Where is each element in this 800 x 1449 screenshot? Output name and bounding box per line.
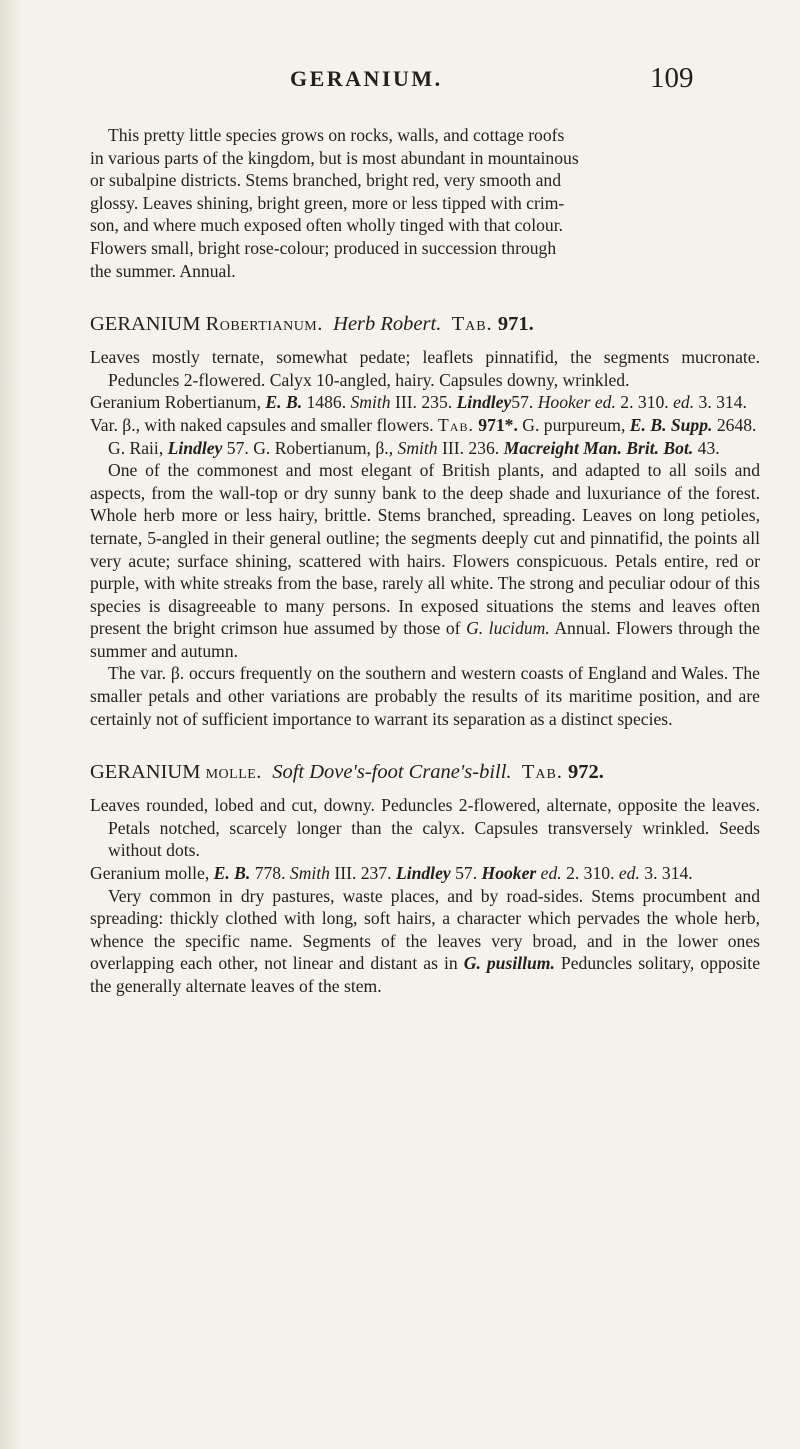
genus-name: GERANIUM	[90, 761, 201, 784]
intro-line: Flowers small, bright rose-colour; produced in succession through	[90, 237, 557, 258]
intro-line: glossy. Leaves shining, bright green, more or less tipped with crim-	[90, 192, 565, 213]
page-number: 109	[650, 62, 694, 94]
plate-label: Tab.	[438, 414, 474, 435]
common-name: Soft Dove's-foot Crane's-bill.	[272, 761, 512, 784]
plate-label: Tab.	[451, 313, 493, 336]
genus-name: GERANIUM	[90, 313, 201, 336]
species-epithet: Robertianum.	[205, 313, 323, 336]
intro-line: This pretty little species grows on rocks, walls, and cottage roofs	[108, 125, 565, 145]
intro-line: in various parts of the kingdom, but is most abundant in mountainous	[90, 147, 579, 168]
synonymy-robertianum: Geranium Robertianum, E. B. 1486. Smith III. 235. Lindley57. Hooker ed. 2. 310. ed. 3. 314.	[90, 392, 747, 413]
text-block	[90, 124, 760, 998]
plate-number: 971.	[497, 313, 534, 336]
species-epithet: molle.	[205, 761, 262, 784]
running-head	[0, 62, 800, 102]
plate-number: 971*.	[478, 414, 518, 435]
intro-line: the summer. Annual.	[90, 260, 236, 281]
description-molle: Very common in dry pastures, waste places, and by road-sides. Stems procumbent and spreading: thickly clothed with long, soft hairs, a character which pervades the whole herb, whence the specific name. Segments of the leaves very broad, and in the lower ones overlapping each other, not linear and distant as in G. pusillum. Peduncles solitary, opposite the generally alternate leaves of the stem.	[90, 885, 761, 996]
intro-line: or subalpine districts. Stems branched, bright red, very smooth and	[90, 170, 562, 191]
diagnosis-molle: Leaves rounded, lobed and cut, downy. Peduncles 2-flowered, alternate, opposite the leaves. Petals notched, scarcely longer than the calyx. Capsules transversely wrinkled. Seeds without dots.	[90, 795, 760, 861]
intro-paragraph	[90, 124, 760, 282]
species-heading-molle	[90, 760, 760, 784]
species-heading-robertianum	[90, 312, 760, 336]
page-gutter-shadow	[0, 0, 22, 1449]
running-title: GERANIUM.	[290, 66, 443, 91]
variety-note-robertianum: The var. β. occurs frequently on the southern and western coasts of England and Wales. The smaller petals and other variations are probably the results of its maritime position, and are certainly not of sufficient importance to warrant its separation as a distinct species.	[90, 663, 760, 729]
variety-robertianum: Var. β., with naked capsules and smaller flowers. Tab. 971*. G. purpureum, E. B. Supp. 2648. G. Raii, Lindley 57. G. Robertianum, β., Smith III. 236. Macreight Man. Brit. Bot. 43.	[90, 414, 757, 458]
description-robertianum: One of the commonest and most elegant of British plants, and adapted to all soils and aspects, from the wall-top or dry sunny bank to the deep shade and luxuriance of the forest. Whole herb more or less hairy, brittle. Stems branched, spreading. Leaves on long petioles, ternate, 5-angled in their general outline; the segments deeply cut and pinnatifid, the points all very acute; surface shining, scattered with hairs. Flowers conspicuous. Petals entire, red or purple, with white streaks from the base, rarely all white. The strong and peculiar odour of this species is disagreeable to many persons. In exposed situations the stems and leaves often present the bright crimson hue assumed by those of G. lucidum. Annual. Flowers through the summer and autumn.	[90, 460, 760, 661]
diagnosis-robertianum: Leaves mostly ternate, somewhat pedate; leaflets pinnatifid, the segments mucronate. Peduncles 2-flowered. Calyx 10-angled, hairy. Capsules downy, wrinkled.	[90, 347, 760, 390]
synonymy-molle: Geranium molle, E. B. 778. Smith III. 237. Lindley 57. Hooker ed. 2. 310. ed. 3. 314.	[90, 863, 693, 884]
common-name: Herb Robert.	[333, 313, 442, 336]
intro-line: son, and where much exposed often wholly tinged with that colour.	[90, 215, 563, 236]
plate-label: Tab.	[521, 761, 563, 784]
plate-number: 972.	[568, 761, 604, 784]
